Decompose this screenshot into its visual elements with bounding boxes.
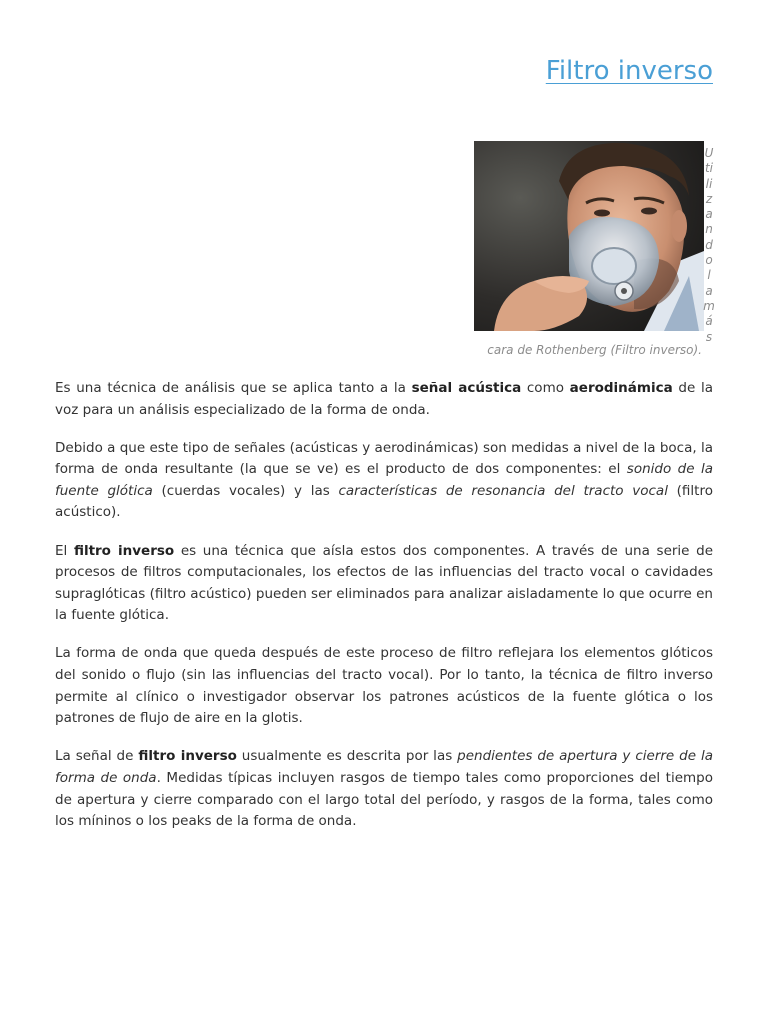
page-title[interactable]: Filtro inverso	[545, 56, 713, 86]
paragraph-filter-definition: El filtro inverso es una técnica que aísla estos dos componentes. A través de una serie de procesos de filtros computacionales, los efectos de las influencias del tracto vocal o cavidades supraglóticas (filtro acústico) pueden ser eliminados para analizar aisladamente lo que ocurre en la fuente glótica.	[55, 542, 713, 624]
paragraph-components: Debido a que este tipo de señales (acústicas y aerodinámicas) son medidas a nivel de la boca, la forma de onda resultante (la que se ve) es el producto de dos componentes: el sonido de la fuente glótica (cuerdas vocales) y las características de resonancia del tracto vocal (filtro acústico).	[55, 439, 713, 521]
paragraph-signal-description: La señal de filtro inverso usualmente es descrita por las pendientes de apertura y cierre de la forma de onda. Medidas típicas incluyen rasgos de tiempo tales como proporciones del tiempo de apertura y cierre comparado con el largo total del período, y rasgos de la forma, tales como los míninos o los peaks de la forma de onda.	[55, 748, 713, 830]
paragraph-waveform: La forma de onda que queda después de este proceso de filtro reflejara los elementos glóticos del sonido o flujo (sin las influencias del tracto vocal). Por lo tanto, la técnica de filtro inverso permite al clínico o investigador observar los patrones acústicos de la fuente glótica o los patrones de flujo de aire en la glotis.	[55, 645, 713, 727]
article-body	[55, 378, 713, 849]
rothenberg-mask-photo	[474, 141, 704, 331]
figure-vertical-caption: U ti li z a n d o l a m á s	[703, 146, 715, 344]
figure-caption: cara de Rothenberg (Filtro inverso).	[487, 343, 702, 357]
paragraph-intro: Es una técnica de análisis que se aplica tanto a la señal acústica como aerodinámica de la voz para un análisis especializado de la forma de onda.	[55, 380, 713, 418]
